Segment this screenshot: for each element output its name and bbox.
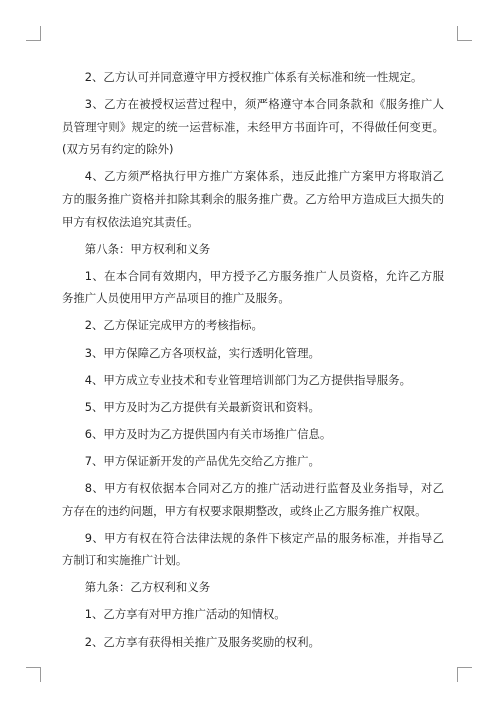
article-8-heading: 第八条：甲方权利和义务 bbox=[84, 241, 211, 256]
clause-8-item-3: 3、甲方保障乙方各项权益，实行透明化管理。 bbox=[84, 345, 320, 360]
crop-mark-bottom-left bbox=[26, 667, 41, 682]
clause-8-item-6: 6、甲方及时为乙方提供国内有关市场推广信息。 bbox=[84, 426, 332, 441]
crop-mark-bottom-right bbox=[457, 667, 472, 682]
clause-7-item-3: 3、乙方在被授权运营过程中，须严格遵守本合同条款和《服务推广人员管理守则》规定的统一运营标准，未经甲方书面许可，不得做任何变更。(双方另有约定的除外) bbox=[62, 97, 444, 157]
clause-8-item-9: 9、甲方有权在符合法律法规的条件下核定产品的服务标准，并指导乙方制订和实施推广计划。 bbox=[62, 530, 444, 568]
article-9-heading: 第九条：乙方权利和义务 bbox=[84, 580, 211, 595]
document-body bbox=[62, 66, 444, 658]
clause-8-item-2: 2、乙方保证完成甲方的考核指标。 bbox=[84, 318, 263, 333]
clause-7-item-4: 4、乙方须严格执行甲方推广方案体系，违反此推广方案甲方将取消乙方的服务推广资格并扣除其剩余的服务推广费。乙方给甲方造成巨大损失的甲方有权依法追究其责任。 bbox=[62, 169, 444, 229]
clause-9-item-2: 2、乙方享有获得相关推广及服务奖励的权利。 bbox=[84, 634, 320, 649]
clause-7-item-2: 2、乙方认可并同意遵守甲方授权推广体系有关标准和统一性规定。 bbox=[84, 70, 423, 84]
crop-mark-top-right bbox=[457, 26, 472, 41]
clause-8-item-1: 1、在本合同有效期内，甲方授予乙方服务推广人员资格，允许乙方服务推广人员使用甲方产品项目的推广及服务。 bbox=[62, 268, 444, 306]
clause-8-item-8: 8、甲方有权依据本合同对乙方的推广活动进行监督及业务指导，对乙方存在的违约问题，甲方有权要求限期整改，或终止乙方服务推广权限。 bbox=[62, 481, 444, 518]
clause-8-item-5: 5、甲方及时为乙方提供有关最新资讯和资料。 bbox=[84, 399, 320, 414]
clause-8-item-4: 4、甲方成立专业技术和专业管理培训部门为乙方提供指导服务。 bbox=[84, 372, 411, 387]
crop-mark-top-left bbox=[26, 26, 41, 41]
clause-9-item-1: 1、乙方享有对甲方推广活动的知情权。 bbox=[84, 607, 286, 622]
clause-8-item-7: 7、甲方保证新开发的产品优先交给乙方推广。 bbox=[84, 453, 320, 468]
